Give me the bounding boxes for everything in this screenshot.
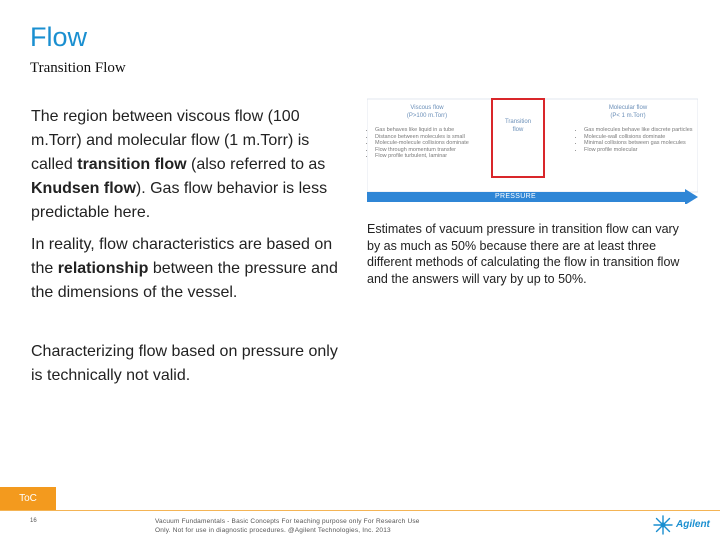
molecular-range: (P< 1 m.Torr)	[610, 113, 646, 119]
molecular-flow-heading	[573, 104, 683, 120]
p1-bold-transition-flow: transition flow	[77, 156, 187, 173]
transition-flow-heading	[494, 118, 542, 134]
footer-line-1: Vacuum Fundamentals - Basic Concepts For teaching purpose only For Research Use	[155, 518, 420, 525]
transition-sub: flow	[512, 127, 524, 133]
footer-line-2: Only. Not for use in diagnostic procedures. @Agilent Technologies, Inc. 2013	[155, 527, 391, 534]
viscous-item: • Gas behaves like liquid in a tube	[375, 127, 491, 134]
molecular-items-list	[577, 127, 700, 153]
p1-bold-knudsen-flow: Knudsen flow	[31, 180, 136, 197]
viscous-flow-heading	[387, 104, 467, 120]
slide-subtitle: Transition Flow	[30, 60, 126, 76]
viscous-item: • Distance between molecules is small	[375, 134, 491, 141]
footer-divider	[0, 510, 720, 511]
viscous-range: (P>100 m.Torr)	[406, 113, 448, 119]
p1-text-c: (also referred to as	[186, 156, 326, 173]
pressure-label: PRESSURE	[495, 193, 536, 200]
viscous-title: Viscous flow	[410, 105, 444, 111]
transition-title: Transition	[504, 119, 532, 125]
slide-title: Flow	[30, 22, 88, 52]
toc-button[interactable]: ToC	[0, 487, 56, 510]
viscous-item: • Molecule-molecule collisions dominate	[375, 140, 491, 147]
p1-text-a: The region between viscous flow (100 m.Torr) and molecular flow (1 m.Torr) is called	[31, 108, 310, 173]
viscous-item: • Flow through momentum transfer	[375, 147, 491, 154]
molecular-item: • Flow profile molecular	[584, 147, 700, 154]
p1-text-e: ). Gas flow behavior is less predictable here.	[31, 180, 328, 221]
p2-text-a: In reality, flow characteristics are based on the	[31, 236, 333, 277]
paragraph-relationship	[31, 233, 351, 305]
agilent-logo-text: Agilent	[676, 519, 710, 530]
p2-text-c: between the pressure and the dimensions of the vessel.	[31, 260, 338, 301]
molecular-title: Molecular flow	[608, 105, 648, 111]
molecular-item: • Gas molecules behave like discrete particles	[584, 127, 700, 134]
footer-disclaimer	[155, 517, 420, 535]
page-number: 16	[30, 518, 37, 524]
viscous-items-list	[368, 127, 491, 160]
flow-regime-diagram	[367, 98, 698, 204]
p2-bold-relationship: relationship	[57, 260, 149, 277]
paragraph-transition-flow	[31, 105, 351, 225]
viscous-item: • Flow profile turbulent, laminar	[375, 153, 491, 160]
estimates-paragraph: Estimates of vacuum pressure in transition flow can vary by as much as 50% because there are at least three different methods of calculating the flow in transition flow and the answers will vary by up to 50%.	[367, 222, 680, 286]
molecular-item: • Minimal collisions between gas molecules	[584, 140, 700, 147]
paragraph-characterizing: Characterizing flow based on pressure only is technically not valid.	[31, 343, 338, 384]
molecular-item: • Molecule-wall collisions dominate	[584, 134, 700, 141]
